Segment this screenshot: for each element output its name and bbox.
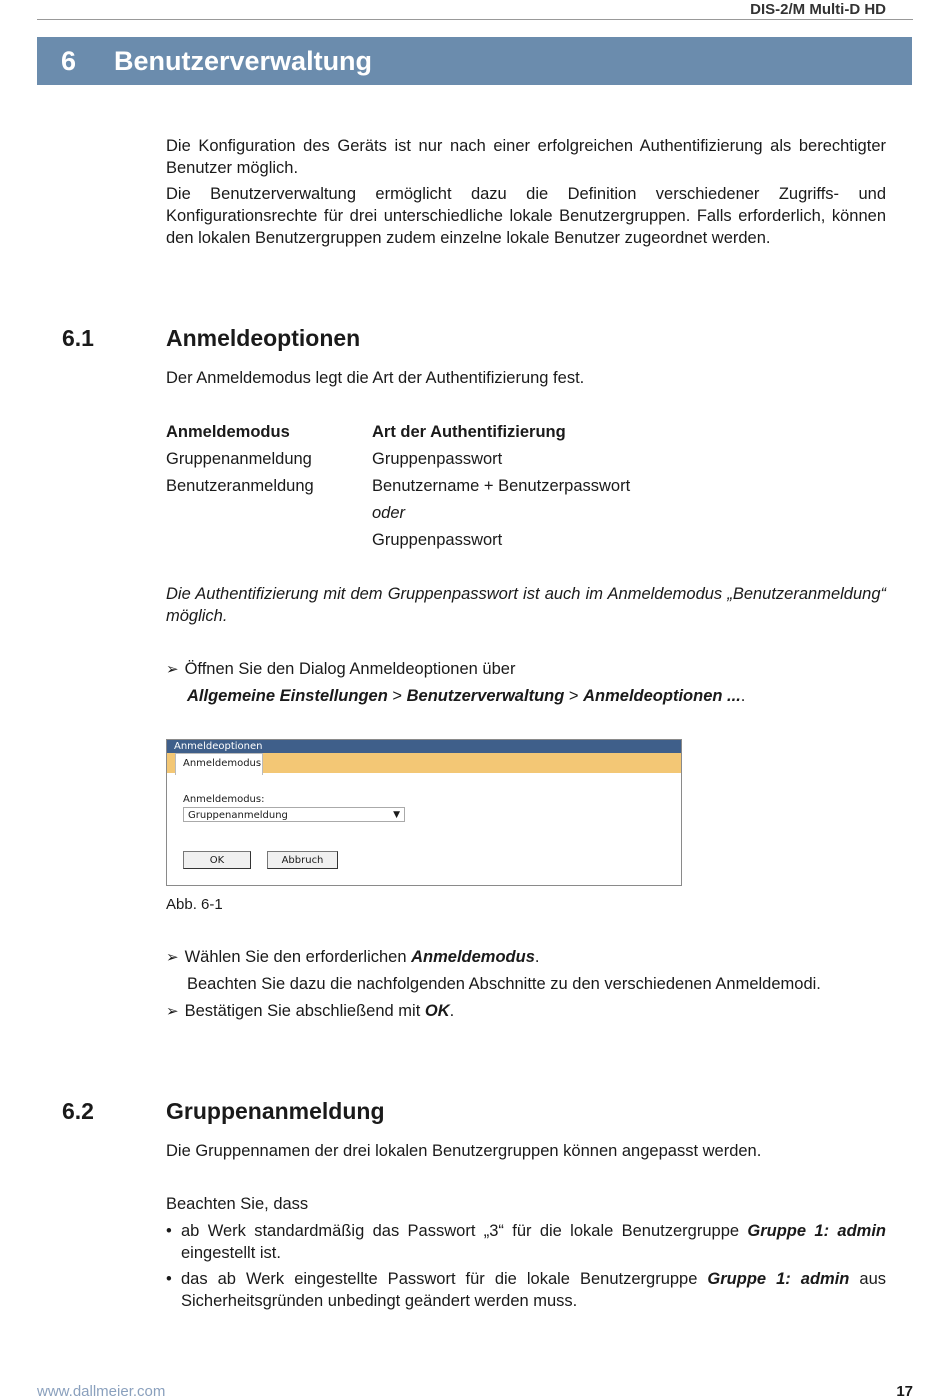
page-number: 17 [896, 1383, 913, 1400]
intro-text [166, 135, 886, 253]
menu-path-end: . [740, 687, 746, 705]
header-rule [37, 19, 913, 20]
step-arrow-icon: ➢ [166, 949, 179, 966]
login-mode-select-value: Gruppenanmeldung [188, 810, 288, 821]
step-confirm [166, 1000, 886, 1023]
intro-paragraph-2: Die Benutzerverwaltung ermöglicht dazu die Definition verschiedener Zugriffs- und Konfigurationsrechte für drei unterschiedliche lokale Benutzergruppen. Falls erforderlich, können den lokalen Benutzergruppen zudem einzelne lokale Benutzer zugeordnet werden. [166, 185, 886, 247]
chapter-title: Benutzerverwaltung [114, 46, 373, 76]
bullet-1-term: Gruppe 1: admin [747, 1222, 886, 1240]
section-6-1-title: Anmeldeoptionen [166, 325, 361, 351]
ok-button[interactable]: OK [183, 851, 251, 869]
login-mode-select[interactable] [183, 807, 405, 822]
step-select-mode [166, 946, 886, 969]
section-6-2-number: 6.2 [62, 1098, 94, 1124]
intro-paragraph-1: Die Konfiguration des Geräts ist nur nach einer erfolgreichen Authentifizierung als berechtigter Benutzer möglich. [166, 137, 886, 177]
bullet-2-end: aus Sicherheitsgründen unbedingt geändert werden muss. [181, 1270, 887, 1310]
list-item [166, 1268, 886, 1312]
document-title: DIS-2/M Multi-D HD [750, 1, 886, 18]
cancel-button[interactable]: Abbruch [267, 851, 338, 869]
menu-path-user-management: Benutzerverwaltung [406, 687, 565, 705]
section-6-2-note-intro: Beachten Sie, dass [166, 1195, 309, 1213]
step-arrow-icon: ➢ [166, 661, 179, 678]
table-cell-mode-group: Gruppenanmeldung [166, 450, 312, 468]
chapter-number: 6 [61, 46, 77, 76]
dropdown-arrow-icon: ▼ [393, 810, 400, 820]
step-arrow-icon: ➢ [166, 1003, 179, 1020]
step-select-mode-term: Anmeldemodus [411, 948, 535, 966]
section-6-2-title: Gruppenanmeldung [166, 1098, 385, 1124]
table-cell-auth-user: Benutzername + Benutzerpasswort [372, 477, 631, 495]
menu-path-login-options: Anmeldeoptionen ... [583, 687, 741, 705]
step-open-dialog [166, 658, 886, 681]
step-select-mode-note: Beachten Sie dazu die nachfolgenden Abschnitte zu den verschiedenen Anmeldemodi. [187, 975, 821, 993]
figure-caption: Abb. 6-1 [166, 896, 223, 913]
step-select-mode-end: . [534, 948, 540, 966]
section-6-2-lead: Die Gruppennamen der drei lokalen Benutzergruppen können angepasst werden. [166, 1142, 762, 1160]
login-mode-label: Anmeldemodus: [183, 794, 265, 805]
footer-url[interactable]: www.dallmeier.com [37, 1383, 166, 1400]
step-confirm-end: . [449, 1002, 455, 1020]
bullet-1-text: ab Werk standardmäßig das Passwort „3“ für die lokale Benutzergruppe [181, 1222, 748, 1240]
section-6-1-number: 6.1 [62, 325, 94, 351]
step-confirm-text: Bestätigen Sie abschließend mit [184, 1002, 425, 1020]
step-confirm-term: OK [424, 1002, 450, 1020]
menu-path-separator: > [387, 687, 407, 705]
chapter-banner [37, 37, 912, 85]
list-item [166, 1220, 886, 1264]
tab-login-mode[interactable]: Anmeldemodus [175, 753, 263, 775]
section-6-2-bullets [166, 1220, 886, 1316]
auth-note: Die Authentifizierung mit dem Gruppenpasswort ist auch im Anmeldemodus „Benutzeranmeldung“ möglich. [166, 585, 886, 625]
menu-path [187, 685, 887, 707]
login-options-dialog [166, 739, 682, 886]
bullet-1-end: eingestellt ist. [181, 1244, 281, 1262]
bullet-2-term: Gruppe 1: admin [707, 1270, 850, 1288]
menu-path-general-settings: Allgemeine Einstellungen [187, 687, 388, 705]
step-select-mode-text: Wählen Sie den erforderlichen [184, 948, 412, 966]
table-cell-auth-or: oder [372, 504, 406, 522]
table-cell-auth-grouppass: Gruppenpasswort [372, 531, 503, 549]
table-header-mode: Anmeldemodus [166, 423, 290, 441]
bullet-2-text: das ab Werk eingestellte Passwort für die lokale Benutzergruppe [181, 1270, 708, 1288]
section-6-1-lead: Der Anmeldemodus legt die Art der Authentifizierung fest. [166, 369, 585, 387]
dialog-title: Anmeldeoptionen [167, 740, 681, 753]
table-cell-auth-group: Gruppenpasswort [372, 450, 503, 468]
menu-path-separator: > [564, 687, 584, 705]
step-open-dialog-text: Öffnen Sie den Dialog Anmeldeoptionen über [184, 660, 516, 678]
table-header-auth: Art der Authentifizierung [372, 423, 566, 441]
table-cell-mode-user: Benutzeranmeldung [166, 477, 314, 495]
